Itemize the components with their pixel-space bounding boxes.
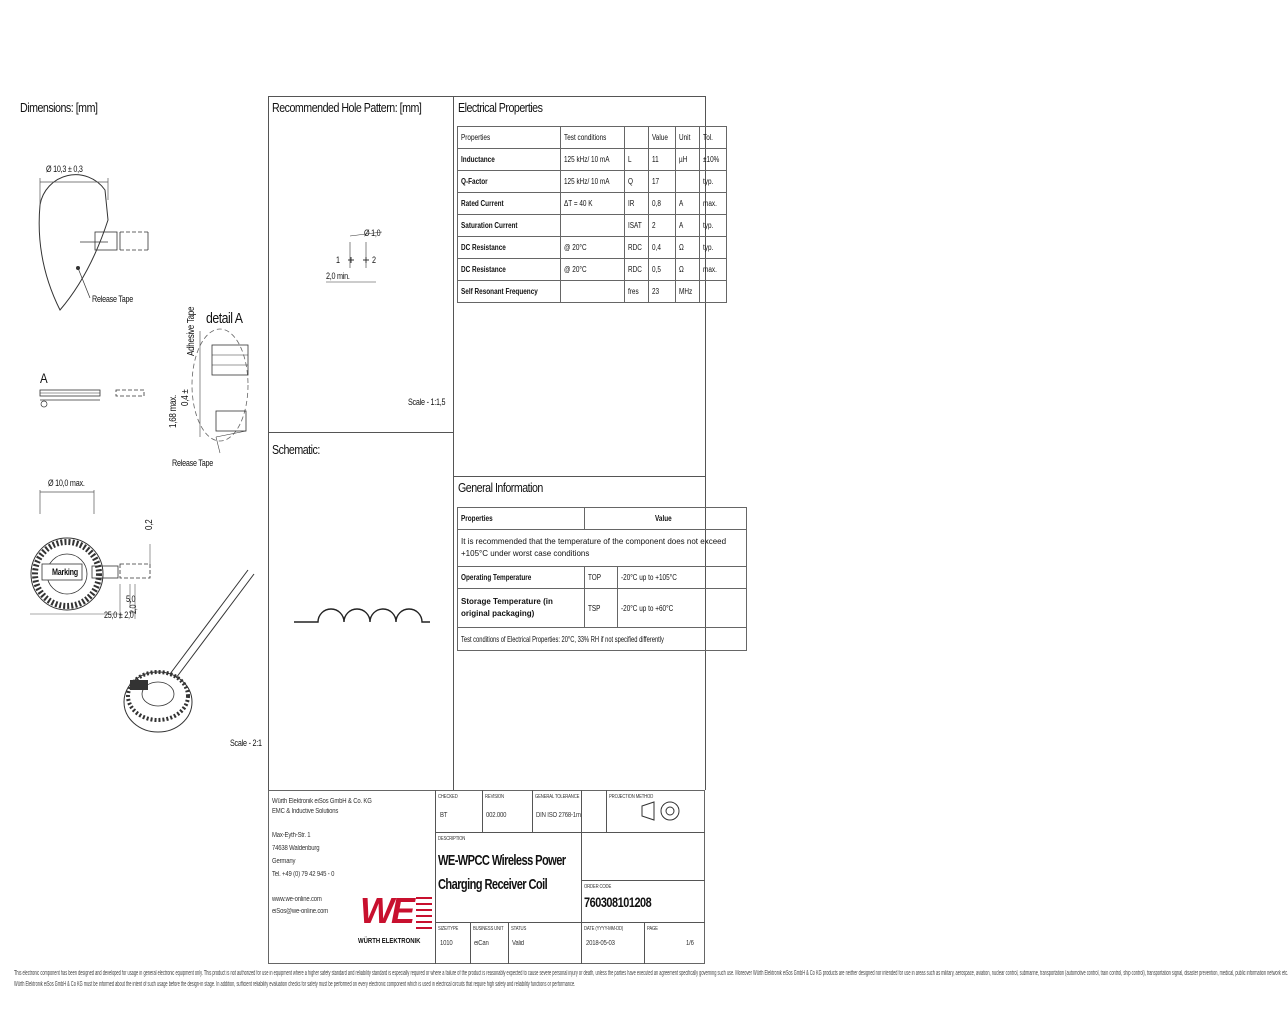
electrical-table: [457, 126, 727, 303]
schematic-coil-symbol: [292, 592, 432, 628]
order-label: ORDER CODE: [584, 884, 612, 890]
frame-top: [268, 96, 706, 97]
company-line-2: EMC & Inductive Solutions: [272, 808, 339, 815]
elec-tol: typ.: [702, 177, 713, 186]
tb-vline-6: [470, 922, 471, 964]
table-row: [458, 171, 727, 193]
thickness-label: 1,68 max.: [168, 395, 179, 428]
company-line-1: Würth Elektronik eiSos GmbH & Co. KG: [272, 798, 372, 805]
elec-tol: max.: [702, 265, 717, 274]
elec-prop: Inductance: [461, 155, 495, 164]
general-header-properties: Properties: [461, 514, 493, 523]
tb-vline-4: [532, 790, 533, 832]
elec-sym: RDC: [627, 243, 642, 252]
elec-prop: Q-Factor: [461, 177, 488, 186]
general-header-row: [458, 508, 747, 530]
elec-tol: max.: [702, 199, 717, 208]
diameter-top-label: Ø 10,3 ± 0,3: [46, 164, 83, 174]
elec-header-value: Value: [652, 133, 669, 142]
table-row: [458, 530, 747, 567]
release-tape-label-2: Release Tape: [172, 458, 214, 468]
desc-label: DESCRIPTION: [438, 836, 466, 842]
dimensions-title: Dimensions: [mm]: [20, 100, 98, 115]
we-logo: [356, 890, 432, 950]
company-line-7: www.we-online.com: [272, 896, 322, 903]
general-tol-value: DIN ISO 2768-1m: [536, 812, 581, 819]
date-label: DATE (YYYY-MM-DD): [584, 926, 624, 932]
elec-val: 0,4: [652, 243, 662, 252]
size-value: 1010: [440, 940, 453, 947]
elec-sym: Q: [627, 177, 633, 186]
size-label: SIZE/TYPE: [438, 926, 459, 932]
business-label: BUSINESS UNIT: [473, 926, 504, 932]
label-a: A: [40, 370, 48, 386]
elec-prop: DC Resistance: [461, 265, 506, 274]
elec-unit: A: [679, 221, 684, 230]
adhesive-tape-label: Adhesive Tape: [186, 306, 197, 356]
pin2-label: 2: [372, 255, 376, 265]
marking-label: Marking: [52, 567, 78, 577]
general-note: It is recommended that the temperature of the component does not exceed +105°C under worst case conditions: [461, 537, 727, 558]
description-line-1: WE-WPCC Wireless Power: [438, 852, 566, 869]
elec-sym: fres: [627, 287, 639, 296]
elec-tol: ±10%: [702, 155, 719, 164]
we-logo-text: WE: [360, 890, 412, 931]
general-header-value: Value: [654, 514, 672, 523]
elec-sym: IR: [627, 199, 635, 208]
elec-prop: DC Resistance: [461, 243, 506, 252]
tb-hline-1: [435, 832, 705, 833]
schematic-title: Schematic:: [272, 442, 320, 457]
elec-header-tol: Tol.: [702, 133, 713, 142]
elec-prop: Rated Current: [461, 199, 504, 208]
pin1-label: 1: [336, 255, 340, 265]
divider-elec-general: [453, 476, 706, 477]
lead-length-label: 25,0 ± 2,0: [104, 610, 134, 620]
elec-header-unit: Unit: [679, 133, 691, 142]
diameter-bottom-label: Ø 10,0 max.: [48, 478, 85, 488]
checked-label: CHECKED: [438, 794, 458, 800]
dimensions-scale: Scale - 2:1: [230, 738, 262, 748]
table-row: [458, 193, 727, 215]
tb-vline-7: [508, 922, 509, 964]
general-val: -20°C up to +60°C: [621, 603, 674, 613]
company-line-8: eiSos@we-online.com: [272, 908, 329, 915]
electrical-header-row: [458, 127, 727, 149]
elec-header-test: Test conditions: [564, 133, 607, 142]
elec-unit: Ω: [679, 265, 684, 274]
table-row: [458, 149, 727, 171]
lead-end-label: 5,0: [126, 594, 136, 604]
tb-hline-3: [435, 922, 705, 923]
elec-val: 11: [652, 155, 659, 164]
disclaimer-line-2: Würth Elektronik eiSos GmbH & Co KG must be informed about the intent of such usage before the design-in stage. In addition, sufficient reliability evaluation checks for safety must be performed on every electronic component which is used in electrical circuits that require high safety and reliability functions or performance.: [14, 981, 576, 988]
elec-tol: typ.: [702, 243, 713, 252]
general-prop: Storage Temperature (in original packaging): [461, 597, 553, 618]
general-table: [457, 507, 747, 651]
elec-unit: Ω: [679, 243, 684, 252]
we-logo-subtext: WÜRTH ELEKTRONIK: [358, 938, 421, 945]
tb-vline-8: [644, 922, 645, 964]
page-label: PAGE: [647, 926, 658, 932]
disclaimer-line-1: This electronic component has been designed and developed for usage in general electronic equipment only. This product is not authorized for use in equipment where a higher safety standard and reliability standard is especially required or where a failure of the product is reasonably expected to cause severe personal injury or death, unless the parties have executed an agreement specifically governing such use. Moreover Würth Elektronik eiSos GmbH & Co KG products are neither designed nor intended for use in areas such as military, aerospace, aviation, nuclear control, submarine, transportation (automotive control, train control, ship control), transportation signal, disaster prevention, medical, public information network etc.: [14, 970, 1288, 977]
business-value: eiCan: [474, 940, 489, 947]
lead-gap-label: 2,0: [128, 604, 138, 614]
elec-unit: A: [679, 199, 684, 208]
status-value: Valid: [512, 940, 524, 947]
hole-scale-label: Scale - 1:1,5: [408, 397, 446, 407]
hole-pattern-title: Recommended Hole Pattern: [mm]: [272, 100, 422, 115]
tb-vline-5: [606, 790, 607, 832]
tb-vline-2: [581, 790, 582, 964]
table-row: [458, 259, 727, 281]
general-prop: Operating Temperature: [461, 573, 532, 582]
status-label: STATUS: [511, 926, 527, 932]
elec-unit: µH: [679, 155, 688, 164]
table-row: [458, 237, 727, 259]
general-sym: TSP: [588, 603, 601, 613]
release-tape-label-1: Release Tape: [92, 294, 134, 304]
elec-prop: Self Resonant Frequency: [461, 287, 538, 296]
table-row: [458, 589, 747, 628]
general-val: -20°C up to +105°C: [621, 573, 677, 582]
divider-hole-schem: [268, 432, 454, 433]
coil-side-drawing: [36, 384, 156, 414]
general-title: General Information: [458, 480, 543, 495]
general-footnote: Test conditions of Electrical Properties: 20°C, 33% RH if not specified differently: [461, 634, 664, 644]
elec-cond: ΔT = 40 K: [564, 199, 593, 208]
company-line-6: Tel. +49 (0) 79 42 945 - 0: [272, 871, 335, 878]
divider-hole-elec: [453, 96, 454, 790]
tb-vline-3: [482, 790, 483, 832]
table-row: [458, 628, 747, 651]
general-sym: TOP: [588, 573, 602, 582]
checked-value: BT: [440, 812, 448, 819]
thickness-sub-label: 0,4 ±: [180, 389, 191, 406]
date-value: 2018-05-03: [586, 940, 615, 947]
detail-a-label: detail A: [206, 310, 243, 327]
wire-width-label: 0,2: [144, 519, 155, 530]
elec-cond: @ 20°C: [564, 265, 587, 274]
elec-sym: ISAT: [627, 221, 642, 230]
hole-diameter-label: Ø 1,0: [364, 228, 381, 238]
revision-label: REVISION: [485, 794, 504, 800]
tb-hline-2: [581, 880, 705, 881]
page-value: 1/6: [686, 940, 694, 947]
revision-value: 002.000: [486, 812, 507, 819]
elec-unit: MHz: [679, 287, 693, 296]
elec-val: 17: [652, 177, 660, 186]
table-row: [458, 567, 747, 589]
description-line-2: Charging Receiver Coil: [438, 876, 548, 893]
elec-cond: @ 20°C: [564, 243, 587, 252]
company-line-5: Germany: [272, 858, 296, 865]
hole-spacing-label: 2,0 min.: [326, 271, 350, 281]
table-row: [458, 215, 727, 237]
elec-val: 2: [652, 221, 656, 230]
tb-vline-1: [435, 790, 436, 964]
company-line-4: 74638 Waldenburg: [272, 845, 320, 852]
order-code: 760308101208: [584, 894, 652, 910]
elec-cond: 125 kHz/ 10 mA: [564, 177, 610, 186]
elec-sym: RDC: [627, 265, 642, 274]
company-line-3: Max-Eyth-Str. 1: [272, 832, 311, 839]
elec-sym: L: [627, 155, 632, 164]
elec-header-properties: Properties: [461, 133, 491, 142]
elec-cond: 125 kHz/ 10 mA: [564, 155, 610, 164]
elec-prop: Saturation Current: [461, 221, 518, 230]
table-row: [458, 281, 727, 303]
projection-label: PROJECTION METHOD: [609, 794, 654, 800]
projection-method-icon: [640, 798, 684, 824]
elec-tol: typ.: [702, 221, 713, 230]
elec-val: 0,8: [652, 199, 662, 208]
elec-val: 23: [652, 287, 660, 296]
general-tol-label: GENERAL TOLERANCE: [535, 794, 580, 800]
elec-val: 0,5: [652, 265, 662, 274]
electrical-title: Electrical Properties: [458, 100, 543, 115]
